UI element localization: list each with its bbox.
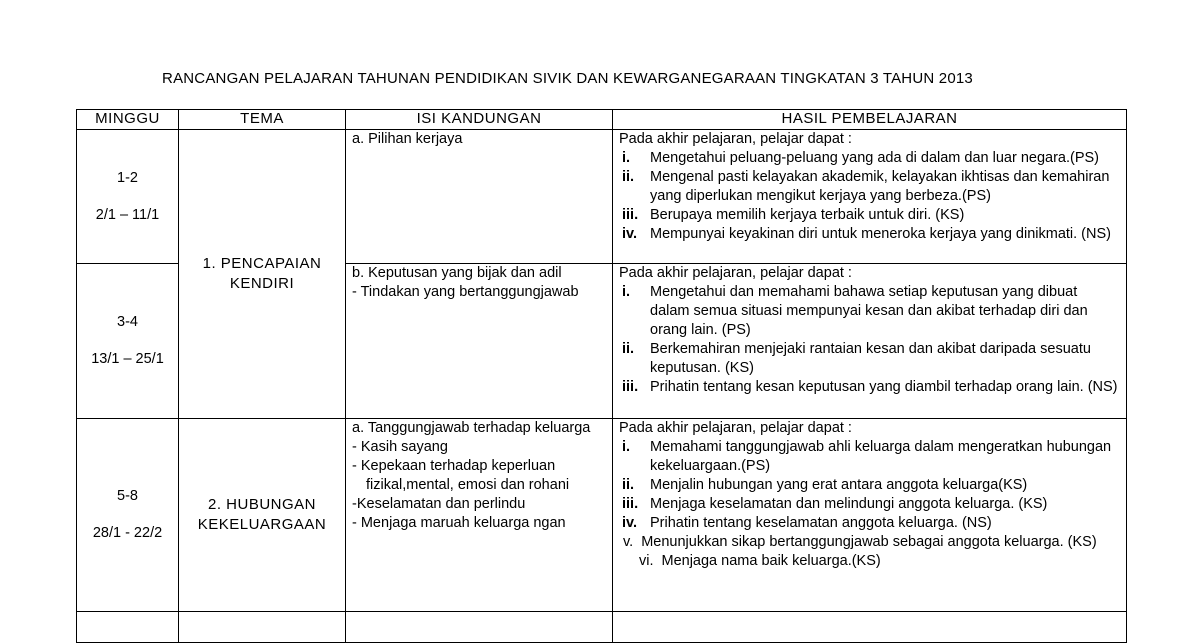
isi-line: -Keselamatan dan perlindu [352,496,526,512]
list-item: iv. Prihatin tentang keselamatan anggota keluarga. (NS) [622,515,992,531]
date-range: 28/1 - 22/2 [92,525,163,541]
tema-label: 2. HUBUNGAN KEKELUARGAAN [197,496,327,533]
isi-line: fizikal,mental, emosi dan rohani [366,477,570,493]
isi-cell [346,419,613,612]
document-title: RANCANGAN PELAJARAN TAHUNAN PENDIDIKAN SIVIK DAN KEWARGANEGARAAN TINGKATAN 3 TAHUN 2013 [162,70,973,87]
isi-line: - Kepekaan terhadap keperluan [352,458,556,474]
header-isi-kandungan: ISI KANDUNGAN [346,110,613,130]
list-item: i. Mengetahui peluang-peluang yang ada di dalam dan luar negara.(PS) [622,150,1100,166]
week-range: 3-4 [117,314,138,330]
isi-cell [346,264,613,419]
isi-line: - Menjaga maruah keluarga ngan [352,515,566,531]
isi-line: - Kasih sayang [352,439,448,455]
isi-line: a. Tanggungjawab terhadap keluarga [352,420,591,436]
outcome-list [619,149,1120,244]
isi-cell [346,612,613,643]
minggu-cell [77,612,179,643]
table-row [77,419,1127,612]
header-minggu: MINGGU [77,110,179,130]
tema-cell [179,612,346,643]
hasil-intro: Pada akhir pelajaran, pelajar dapat : [619,265,852,281]
hasil-cell [613,264,1127,419]
tema-cell [179,130,346,419]
hasil-cell [613,130,1127,264]
list-item: vi. Menjaga nama baik keluarga.(KS) [639,553,881,569]
list-item: ii. Berkemahiran menjejaki rantaian kesan dan akibat daripada sesuatu keputusan. (KS) [622,341,1091,376]
list-item: v. Menunjukkan sikap bertanggungjawab sebagai anggota keluarga. (KS) [623,534,1097,550]
header-hasil-pembelajaran: HASIL PEMBELAJARAN [613,110,1127,130]
minggu-cell [77,264,179,419]
isi-line: a. Pilihan kerjaya [352,131,463,147]
date-range: 13/1 – 25/1 [91,351,164,367]
isi-line: - Tindakan yang bertanggungjawab [352,284,579,300]
list-item: iii. Menjaga keselamatan dan melindungi anggota keluarga. (KS) [622,496,1048,512]
minggu-cell [77,419,179,612]
hasil-intro: Pada akhir pelajaran, pelajar dapat : [619,420,852,436]
list-item: i. Mengetahui dan memahami bahawa setiap keputusan yang dibuat dalam semua situasi mempunyai kesan dan akibat terhadap diri dan orang lain. (PS) [622,284,1088,338]
list-item: i. Memahami tanggungjawab ahli keluarga dalam mengeratkan hubungan kekeluargaan.(PS) [622,439,1112,474]
hasil-intro: Pada akhir pelajaran, pelajar dapat : [619,131,852,147]
date-range: 2/1 – 11/1 [95,206,160,223]
header-tema: TEMA [179,110,346,130]
list-item: iii. Berupaya memilih kerjaya terbaik untuk diri. (KS) [622,207,965,223]
list-item: iv. Mempunyai keyakinan diri untuk meneroka kerjaya yang dinikmati. (NS) [622,226,1111,242]
tema-cell [179,419,346,612]
week-range: 1-2 [117,169,138,186]
tema-label: 1. PENCAPAIAN KENDIRI [202,255,322,292]
annual-plan-table [76,109,1127,643]
table-header-row [77,110,1127,130]
outcome-list [619,283,1120,397]
isi-cell [346,130,613,264]
hasil-cell [613,612,1127,643]
hasil-cell [613,419,1127,612]
outcome-list [619,438,1120,571]
list-item: iii. Prihatin tentang kesan keputusan yang diambil terhadap orang lain. (NS) [622,379,1118,395]
table-row [77,130,1127,264]
isi-line: b. Keputusan yang bijak dan adil [352,265,562,281]
minggu-cell [77,130,179,264]
list-item: ii. Menjalin hubungan yang erat antara anggota keluarga(KS) [622,477,1028,493]
table-row [77,612,1127,643]
list-item: ii. Mengenal pasti kelayakan akademik, kelayakan ikhtisas dan kemahiran yang diperlukan mengikut kerjaya yang berbeza.(PS) [622,169,1110,204]
week-range: 5-8 [117,488,138,504]
